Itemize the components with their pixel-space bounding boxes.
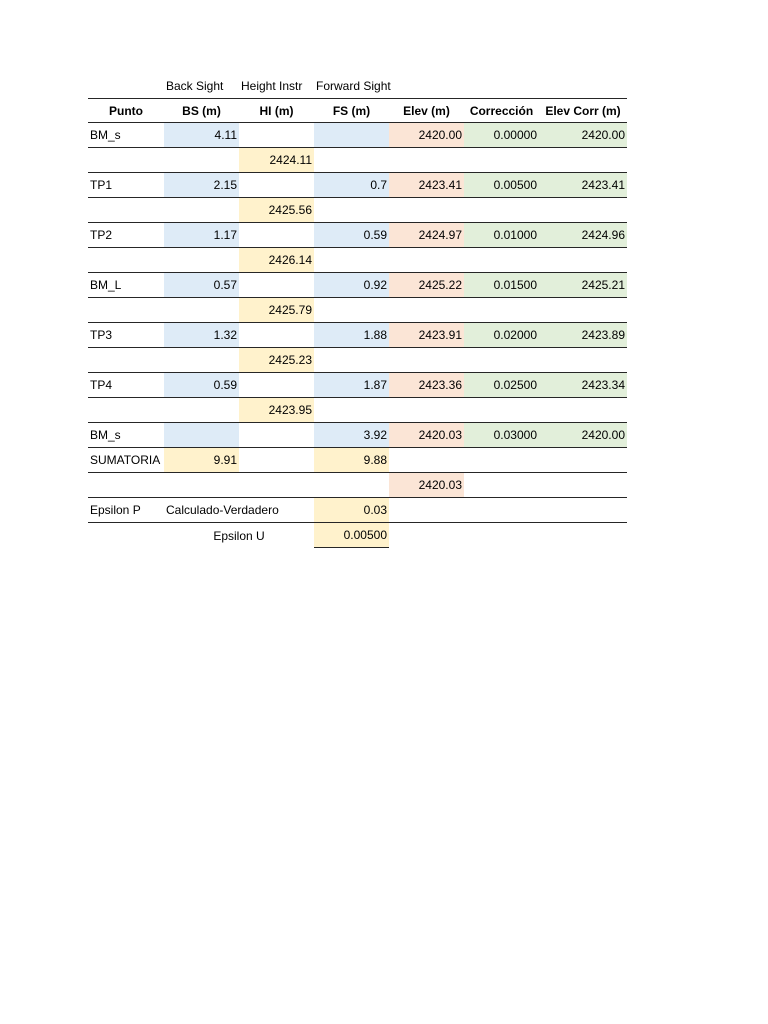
- punto-cell: TP1: [90, 178, 113, 192]
- table-row: [88, 348, 627, 373]
- epsilon-p-row: [88, 498, 627, 523]
- epsilon-p-value: 0.03: [314, 498, 389, 522]
- table-row: [88, 173, 627, 198]
- bs-cell: 4.11: [164, 123, 239, 147]
- check-row: [88, 473, 627, 498]
- hi-cell: 2425.23: [239, 348, 314, 372]
- table-row: [88, 423, 627, 448]
- elev-cell: [389, 248, 464, 272]
- elev-cell: [389, 398, 464, 422]
- hi-cell: [239, 273, 314, 297]
- epsilon-p-formula: Calculado-Verdadero: [166, 503, 279, 517]
- top-label-row: [88, 73, 627, 98]
- fs-cell: 3.92: [314, 423, 389, 447]
- punto-cell: BM_L: [90, 278, 122, 292]
- top-label-empty: [389, 73, 464, 98]
- punto-cell: TP4: [90, 378, 113, 392]
- hi-cell: 2423.95: [239, 398, 314, 422]
- elev-cell: [389, 348, 464, 372]
- elev-corr-cell: [539, 448, 627, 472]
- elev-check-cell: 2420.03: [389, 473, 464, 497]
- correccion-cell: 0.01000: [464, 223, 539, 247]
- elev-cell: [389, 498, 464, 522]
- header-hi: HI (m): [259, 103, 294, 118]
- punto-cell: TP3: [90, 328, 113, 342]
- bs-cell: [164, 473, 239, 497]
- hi-cell: [239, 473, 314, 497]
- bs-cell: 0.59: [164, 373, 239, 397]
- fs-cell: 0.92: [314, 273, 389, 297]
- elev-corr-cell: 2420.00: [539, 423, 627, 447]
- elev-corr-cell: 2423.89: [539, 323, 627, 347]
- correccion-cell: 0.00000: [464, 123, 539, 147]
- epsilon-p-label: Epsilon P: [90, 503, 141, 517]
- elev-cell: 2423.91: [389, 323, 464, 347]
- punto-cell: [88, 348, 164, 372]
- elev-corr-cell: [539, 473, 627, 497]
- bs-cell: [164, 348, 239, 372]
- fs-cell: 1.88: [314, 323, 389, 347]
- hi-cell: [239, 123, 314, 147]
- table-row: [88, 273, 627, 298]
- hi-cell: [239, 173, 314, 197]
- elev-corr-cell: [539, 398, 627, 422]
- elev-corr-cell: [539, 348, 627, 372]
- correccion-cell: [464, 248, 539, 272]
- punto-cell: [88, 398, 164, 422]
- elev-cell: 2420.03: [389, 423, 464, 447]
- bs-cell: 0.57: [164, 273, 239, 297]
- elev-corr-cell: 2424.96: [539, 223, 627, 247]
- bs-cell: 1.17: [164, 223, 239, 247]
- hi-cell: [239, 323, 314, 347]
- bs-cell: [164, 198, 239, 222]
- correccion-cell: 0.02000: [464, 323, 539, 347]
- elev-cell: [389, 298, 464, 322]
- punto-cell: BM_s: [90, 128, 121, 142]
- header-elev-corr: Elev Corr (m): [545, 103, 621, 118]
- elev-corr-cell: 2425.21: [539, 273, 627, 297]
- elev-corr-cell: [539, 148, 627, 172]
- elev-corr-cell: 2423.34: [539, 373, 627, 397]
- top-label-back-sight: Back Sight: [166, 78, 224, 93]
- bs-cell: [164, 248, 239, 272]
- top-label-empty: [88, 73, 164, 98]
- punto-cell: [88, 523, 164, 548]
- table-row: [88, 223, 627, 248]
- elev-cell: [389, 198, 464, 222]
- elev-cell: [389, 148, 464, 172]
- bs-cell: 2.15: [164, 173, 239, 197]
- top-label-empty: [464, 73, 539, 98]
- elev-corr-cell: [539, 198, 627, 222]
- hi-cell: [239, 373, 314, 397]
- hi-cell: 2425.79: [239, 298, 314, 322]
- correccion-cell: 0.00500: [464, 173, 539, 197]
- table-row: [88, 373, 627, 398]
- epsilon-u-row: [88, 523, 627, 548]
- hi-cell: [239, 448, 314, 472]
- leveling-table: [88, 73, 627, 548]
- top-label-forward-sight: Forward Sight: [316, 78, 391, 93]
- bs-cell: [164, 398, 239, 422]
- punto-cell: [88, 148, 164, 172]
- punto-cell: [88, 473, 164, 497]
- correccion-cell: [464, 473, 539, 497]
- elev-cell: 2425.22: [389, 273, 464, 297]
- bs-cell: [164, 298, 239, 322]
- fs-cell: [314, 248, 389, 272]
- punto-cell: [88, 298, 164, 322]
- fs-cell: [314, 398, 389, 422]
- header-correccion: Corrección: [469, 103, 534, 118]
- header-row: [88, 98, 627, 123]
- punto-cell: [88, 248, 164, 272]
- table-row: [88, 323, 627, 348]
- fs-cell: [314, 473, 389, 497]
- correccion-cell: [464, 348, 539, 372]
- correccion-cell: [464, 298, 539, 322]
- fs-cell: [314, 198, 389, 222]
- elev-corr-cell: 2420.00: [539, 123, 627, 147]
- fs-cell: 0.7: [314, 173, 389, 197]
- correccion-cell: 0.01500: [464, 273, 539, 297]
- fs-cell: [314, 148, 389, 172]
- bs-cell: 1.32: [164, 323, 239, 347]
- punto-cell: BM_s: [90, 428, 121, 442]
- correccion-cell: [464, 498, 539, 522]
- header-fs: FS (m): [332, 103, 371, 118]
- correccion-cell: 0.02500: [464, 373, 539, 397]
- correccion-cell: [464, 148, 539, 172]
- header-elev: Elev (m): [403, 103, 450, 118]
- hi-cell: 2425.56: [239, 198, 314, 222]
- elev-corr-cell: 2423.41: [539, 173, 627, 197]
- elev-corr-cell: [539, 248, 627, 272]
- table-row: [88, 148, 627, 173]
- table-row: [88, 123, 627, 148]
- fs-sum-cell: 9.88: [314, 448, 389, 472]
- elev-cell: 2424.97: [389, 223, 464, 247]
- bs-cell: [164, 148, 239, 172]
- bs-sum-cell: 9.91: [164, 448, 239, 472]
- bs-cell: [164, 423, 239, 447]
- punto-cell: [88, 198, 164, 222]
- header-punto: Punto: [109, 103, 143, 118]
- header-bs: BS (m): [182, 103, 221, 118]
- hi-cell: 2426.14: [239, 248, 314, 272]
- sum-label: SUMATORIA: [90, 453, 161, 467]
- hi-cell: [239, 223, 314, 247]
- sum-row: [88, 448, 627, 473]
- hi-cell: [239, 423, 314, 447]
- elev-cell: 2423.36: [389, 373, 464, 397]
- correccion-cell: [464, 398, 539, 422]
- epsilon-u-label: Epsilon U: [213, 528, 265, 543]
- elev-corr-cell: [539, 498, 627, 522]
- elev-corr-cell: [539, 298, 627, 322]
- table-row: [88, 248, 627, 273]
- elev-cell: 2420.00: [389, 123, 464, 147]
- fs-cell: [314, 348, 389, 372]
- table-row: [88, 398, 627, 423]
- correccion-cell: [464, 448, 539, 472]
- elev-cell: 2423.41: [389, 173, 464, 197]
- correccion-cell: [464, 198, 539, 222]
- epsilon-u-value: 0.00500: [314, 523, 389, 548]
- correccion-cell: 0.03000: [464, 423, 539, 447]
- elev-cell: [389, 448, 464, 472]
- top-label-empty: [539, 73, 627, 98]
- fs-cell: 0.59: [314, 223, 389, 247]
- punto-cell: TP2: [90, 228, 113, 242]
- fs-cell: 1.87: [314, 373, 389, 397]
- fs-cell: [314, 298, 389, 322]
- fs-cell: [314, 123, 389, 147]
- top-label-height-instr: Height Instr: [241, 78, 303, 93]
- hi-cell: 2424.11: [239, 148, 314, 172]
- table-row: [88, 298, 627, 323]
- table-row: [88, 198, 627, 223]
